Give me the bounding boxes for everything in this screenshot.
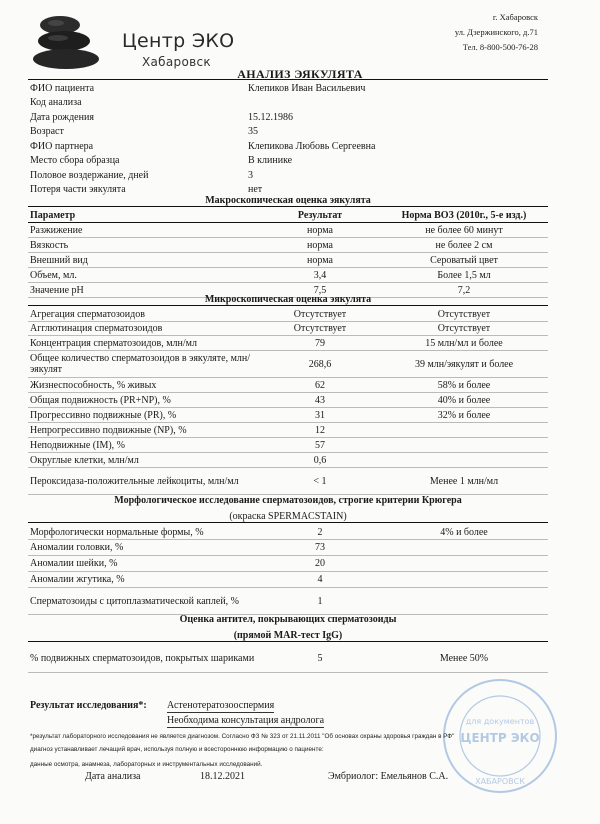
patient-row bbox=[30, 168, 550, 183]
table-row bbox=[28, 268, 548, 283]
stones-logo-icon bbox=[30, 12, 118, 70]
logo-title: Центр ЭКО bbox=[122, 30, 235, 52]
patient-row bbox=[30, 154, 550, 169]
fine-print-line: диагноз устанавливает лечащий врач, используя полную и всестороннюю информацию о пациенте: bbox=[30, 746, 324, 753]
row-result: 31 bbox=[315, 409, 325, 421]
patient-row bbox=[30, 139, 550, 154]
embryologist-signature: Эмбриолог: Емельянов С.А. bbox=[328, 771, 449, 782]
table-row bbox=[28, 453, 548, 468]
row-param: Общая подвижность (PR+NP), % bbox=[30, 394, 171, 406]
row-norm: 7,2 bbox=[457, 284, 471, 296]
title-divider bbox=[28, 79, 548, 80]
row-result: 7,5 bbox=[313, 284, 327, 296]
patient-value: Клепикова Любовь Сергеевна bbox=[248, 140, 376, 152]
row-param: Агглютинация сперматозоидов bbox=[30, 323, 163, 334]
row-result: 12 bbox=[315, 424, 325, 436]
row-param: Пероксидаза-положительные лейкоциты, млн/мл bbox=[30, 475, 239, 487]
table-row bbox=[28, 525, 548, 540]
table-row bbox=[28, 572, 548, 588]
row-result: 79 bbox=[315, 337, 325, 349]
row-result: 20 bbox=[315, 558, 325, 569]
table-row bbox=[28, 438, 548, 453]
result-recommendation: Необходима консультация андролога bbox=[167, 715, 325, 726]
row-param: Морфологически нормальные формы, % bbox=[30, 526, 204, 538]
contact-address: ул. Дзержинского, д.71 bbox=[454, 27, 538, 37]
result-label: Результат исследования*: bbox=[30, 700, 147, 711]
analysis-date-label: Дата анализа bbox=[85, 771, 141, 782]
macro-header-row bbox=[28, 209, 548, 223]
table-row bbox=[28, 336, 548, 351]
row-param: Неподвижные (IM), % bbox=[30, 439, 126, 451]
row-param: Значение pH bbox=[30, 284, 84, 296]
row-norm: 4% и более bbox=[440, 526, 488, 538]
patient-label: ФИО пациента bbox=[30, 82, 95, 94]
row-result: 5 bbox=[317, 652, 323, 664]
row-result: норма bbox=[307, 239, 333, 251]
row-param: Агрегация сперматозоидов bbox=[30, 309, 145, 320]
patient-value: В клинике bbox=[248, 155, 293, 167]
clinic-stamp-icon bbox=[440, 676, 560, 796]
row-result: < 1 bbox=[313, 475, 327, 487]
antibody-section-title: Оценка антител, покрывающих сперматозоиды bbox=[179, 614, 397, 625]
row-param: Внешний вид bbox=[30, 254, 88, 266]
row-norm: Менее 50% bbox=[439, 652, 489, 664]
row-result: 3,4 bbox=[313, 269, 327, 281]
fine-print-line: *результат лабораторного исследования не является диагнозом. Согласно ФЗ № 323 от 21.11.2011 "Об основах охраны здоровья граждан в РФ" bbox=[30, 733, 455, 740]
patient-label: Дата рождения bbox=[30, 111, 94, 123]
row-norm: Сероватый цвет bbox=[430, 254, 498, 266]
table-row bbox=[28, 644, 548, 673]
micro-table bbox=[28, 308, 548, 495]
header-norm: Норма ВОЗ (2010г., 5-е изд.) bbox=[401, 210, 527, 221]
row-param: Прогрессивно подвижные (PR), % bbox=[30, 409, 177, 421]
row-param: Округлые клетки, млн/мл bbox=[30, 454, 139, 466]
patient-label: Место сбора образца bbox=[30, 155, 120, 167]
antibody-table bbox=[28, 644, 548, 673]
row-param: Сперматозоиды с цитоплазматической каплей, % bbox=[30, 595, 239, 607]
patient-row bbox=[30, 96, 550, 111]
patient-row bbox=[30, 125, 550, 140]
table-row bbox=[28, 253, 548, 268]
row-param: Аномалии головки, % bbox=[30, 542, 124, 553]
patient-label: ФИО партнера bbox=[30, 140, 94, 152]
row-param: % подвижных сперматозоидов, покрытых шариками bbox=[30, 652, 255, 664]
row-norm: 15 млн/мл и более bbox=[425, 337, 503, 349]
macro-section-title: Макроскопическая оценка эякулята bbox=[28, 195, 548, 207]
row-result: 43 bbox=[315, 394, 325, 406]
stamp-text-ring: ХАБАРОВСК bbox=[475, 777, 525, 786]
patient-info bbox=[30, 81, 550, 197]
macro-table bbox=[28, 209, 548, 298]
row-result: 4 bbox=[317, 574, 323, 585]
table-row bbox=[28, 308, 548, 322]
patient-value: 35 bbox=[248, 126, 258, 138]
row-norm: 58% и более bbox=[437, 379, 491, 391]
table-row bbox=[28, 322, 548, 336]
table-row bbox=[28, 351, 548, 378]
patient-label: Потеря части эякулята bbox=[30, 184, 126, 196]
morph-section-subtitle: (окраска SPERMACSTAIN) bbox=[28, 511, 548, 523]
row-result: 2 bbox=[317, 526, 323, 538]
contact-phone: Тел. 8-800-500-76-28 bbox=[462, 42, 538, 52]
row-norm: не более 60 минут bbox=[425, 224, 503, 236]
row-param: Аномалии шейки, % bbox=[30, 558, 118, 569]
morph-table bbox=[28, 525, 548, 615]
patient-row bbox=[30, 81, 550, 96]
row-result: 268,6 bbox=[308, 358, 332, 370]
row-norm: не более 2 см bbox=[435, 239, 493, 251]
patient-value: 3 bbox=[248, 169, 253, 181]
row-result: 57 bbox=[315, 439, 325, 451]
stamp-text-top: для документов bbox=[465, 717, 535, 726]
table-row bbox=[28, 393, 548, 408]
table-row bbox=[28, 540, 548, 556]
row-result: норма bbox=[307, 254, 333, 266]
row-param: Разжижение bbox=[30, 224, 83, 236]
row-result: Отсутствует bbox=[293, 309, 347, 320]
table-row bbox=[28, 408, 548, 423]
table-row bbox=[28, 468, 548, 495]
fine-print-line: данные осмотра, анамнеза, лабораторных и инструментальных исследований. bbox=[30, 761, 263, 768]
row-norm: 39 млн/эякулят и более bbox=[414, 358, 514, 370]
row-norm: Менее 1 млн/мл bbox=[429, 475, 499, 487]
row-result: норма bbox=[307, 224, 333, 236]
table-row bbox=[28, 588, 548, 615]
patient-value: Клепиков Иван Васильевич bbox=[248, 82, 366, 94]
table-row bbox=[28, 378, 548, 393]
row-norm: Более 1,5 мл bbox=[437, 269, 491, 281]
stamp-text-center: ЦЕНТР ЭКО bbox=[460, 731, 540, 745]
result-diagnosis: Астенотератозооспермия bbox=[167, 700, 275, 711]
patient-label: Половое воздержание, дней bbox=[30, 169, 149, 181]
table-row bbox=[28, 423, 548, 438]
contact-city: г. Хабаровск bbox=[492, 12, 538, 22]
table-row bbox=[28, 556, 548, 572]
row-result: 0,6 bbox=[313, 454, 327, 466]
patient-value: нет bbox=[248, 184, 263, 196]
row-param: Концентрация сперматозоидов, млн/мл bbox=[30, 337, 197, 349]
header-result: Результат bbox=[297, 210, 343, 221]
patient-label: Код анализа bbox=[30, 97, 82, 109]
row-param: Вязкость bbox=[30, 239, 69, 251]
header-param: Параметр bbox=[30, 210, 76, 221]
row-param: Непрогрессивно подвижные (NP), % bbox=[30, 424, 187, 436]
micro-section-title: Микроскопическая оценка эякулята bbox=[28, 294, 548, 306]
row-result: 73 bbox=[315, 542, 325, 553]
document-title: АНАЛИЗ ЭЯКУЛЯТА bbox=[237, 67, 363, 81]
table-row bbox=[28, 238, 548, 253]
analysis-date-value: 18.12.2021 bbox=[200, 771, 245, 782]
row-norm: 40% и более bbox=[437, 394, 491, 406]
patient-value: 15.12.1986 bbox=[248, 111, 293, 123]
row-norm: Отсутствует bbox=[437, 323, 491, 334]
row-result: Отсутствует bbox=[293, 323, 347, 334]
row-param: Объем, мл. bbox=[30, 269, 77, 281]
row-result: 1 bbox=[317, 595, 323, 607]
row-norm: Отсутствует bbox=[437, 309, 491, 320]
morph-section-title: Морфологическое исследование сперматозоидов, строгие критерии Крюгера bbox=[114, 495, 462, 506]
row-result: 62 bbox=[315, 379, 325, 391]
antibody-section-subtitle: (прямой MAR-тест IgG) bbox=[28, 630, 548, 642]
table-row bbox=[28, 223, 548, 238]
row-norm: 32% и более bbox=[437, 409, 491, 421]
patient-row bbox=[30, 110, 550, 125]
logo-city: Хабаровск bbox=[142, 55, 211, 69]
row-param: Общее количество сперматозоидов в эякуляте, млн/эякулят bbox=[30, 353, 251, 375]
row-param: Жизнеспособность, % живых bbox=[30, 379, 157, 391]
row-param: Аномалии жгутика, % bbox=[30, 574, 125, 585]
clinic-contacts bbox=[455, 10, 538, 55]
clinic-logo bbox=[30, 12, 290, 72]
patient-label: Возраст bbox=[30, 126, 64, 138]
